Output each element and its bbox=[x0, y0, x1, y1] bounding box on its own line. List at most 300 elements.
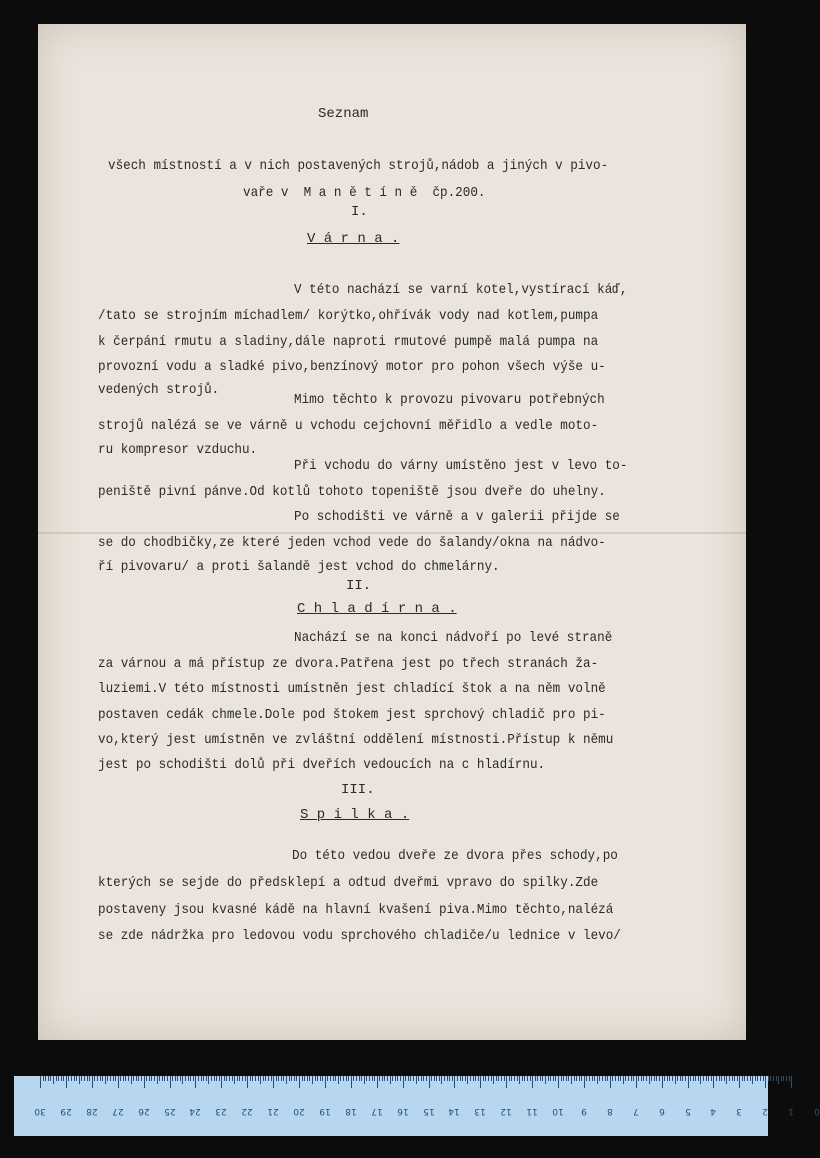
ruler-tick bbox=[63, 1076, 64, 1081]
ruler-tick bbox=[716, 1076, 717, 1081]
ruler-tick bbox=[485, 1076, 486, 1081]
ruler-tick bbox=[592, 1076, 593, 1081]
ruler-tick bbox=[496, 1076, 497, 1081]
ruler-tick bbox=[638, 1076, 639, 1081]
ruler-tick bbox=[68, 1076, 69, 1081]
ruler-tick bbox=[369, 1076, 370, 1081]
ruler-tick bbox=[605, 1076, 606, 1081]
ruler-tick bbox=[700, 1076, 701, 1084]
ruler-tick bbox=[563, 1076, 564, 1081]
text-line: Po schodišti ve várně a v galerii přijde se bbox=[294, 509, 620, 525]
ruler-tick bbox=[615, 1076, 616, 1081]
ruler-tick bbox=[40, 1076, 41, 1088]
ruler-tick bbox=[356, 1076, 357, 1081]
ruler-tick bbox=[364, 1076, 365, 1084]
ruler-number: 29 bbox=[60, 1106, 72, 1116]
ruler-tick bbox=[133, 1076, 134, 1081]
ruler-tick bbox=[711, 1076, 712, 1081]
ruler-tick bbox=[322, 1076, 323, 1081]
ruler-tick bbox=[43, 1076, 44, 1081]
ruler-tick bbox=[265, 1076, 266, 1081]
ruler-tick bbox=[558, 1076, 559, 1088]
ruler-tick bbox=[395, 1076, 396, 1081]
section-heading: C h l a d í r n a . bbox=[297, 601, 457, 617]
ruler-tick bbox=[58, 1076, 59, 1081]
ruler-tick bbox=[157, 1076, 158, 1084]
text-line: se zde nádržka pro ledovou vodu sprchového chladiče/u lednice v levo/ bbox=[98, 928, 621, 944]
ruler-tick bbox=[97, 1076, 98, 1081]
text-line: jest po schodišti dolů při dveřích vedoucích na c hladírnu. bbox=[98, 757, 546, 773]
ruler-tick bbox=[574, 1076, 575, 1081]
ruler-tick bbox=[656, 1076, 657, 1081]
ruler-tick bbox=[268, 1076, 269, 1081]
ruler-tick bbox=[506, 1076, 507, 1088]
ruler-tick bbox=[252, 1076, 253, 1081]
ruler-tick bbox=[361, 1076, 362, 1081]
ruler-tick bbox=[662, 1076, 663, 1088]
ruler-tick bbox=[384, 1076, 385, 1081]
ruler-tick bbox=[281, 1076, 282, 1081]
ruler-number: 24 bbox=[189, 1106, 202, 1116]
ruler-tick bbox=[770, 1076, 771, 1081]
ruler-tick bbox=[475, 1076, 476, 1081]
ruler-tick bbox=[631, 1076, 632, 1081]
doc-subtitle-line: všech místností a v nich postavených strojů,nádob a jiných v pivo- bbox=[108, 158, 609, 174]
ruler-tick bbox=[493, 1076, 494, 1084]
ruler-number: 21 bbox=[267, 1106, 279, 1116]
ruler-tick bbox=[682, 1076, 683, 1081]
ruler-number: 22 bbox=[241, 1106, 253, 1116]
ruler-tick bbox=[447, 1076, 448, 1081]
section-number: II. bbox=[346, 578, 372, 594]
ruler-tick bbox=[698, 1076, 699, 1081]
ruler-tick bbox=[467, 1076, 468, 1084]
ruler-tick bbox=[667, 1076, 668, 1081]
ruler-number: 15 bbox=[422, 1106, 435, 1116]
ruler-tick bbox=[366, 1076, 367, 1081]
ruler-tick bbox=[346, 1076, 347, 1081]
ruler-number: 3 bbox=[736, 1106, 743, 1116]
section-heading: S p i l k a . bbox=[300, 807, 410, 823]
ruler-tick bbox=[151, 1076, 152, 1081]
ruler-tick bbox=[66, 1076, 67, 1088]
ruler-number: 13 bbox=[474, 1106, 487, 1116]
ruler-tick bbox=[372, 1076, 373, 1081]
ruler-tick bbox=[232, 1076, 233, 1081]
ruler-tick bbox=[167, 1076, 168, 1081]
ruler-tick bbox=[589, 1076, 590, 1081]
ruler-tick bbox=[216, 1076, 217, 1081]
ruler-tick bbox=[276, 1076, 277, 1081]
ruler-tick bbox=[498, 1076, 499, 1081]
ruler-tick bbox=[162, 1076, 163, 1081]
doc-subtitle-line: vaře v M a n ě t í n ě čp.200. bbox=[243, 185, 486, 201]
ruler-tick bbox=[504, 1076, 505, 1081]
ruler-number: 8 bbox=[606, 1106, 613, 1116]
ruler-tick bbox=[524, 1076, 525, 1081]
ruler-tick bbox=[397, 1076, 398, 1081]
ruler-tick bbox=[643, 1076, 644, 1081]
ruler-tick bbox=[239, 1076, 240, 1081]
ruler-tick bbox=[457, 1076, 458, 1081]
ruler-tick bbox=[452, 1076, 453, 1081]
ruler-tick bbox=[786, 1076, 787, 1081]
ruler-tick bbox=[410, 1076, 411, 1081]
ruler-tick bbox=[348, 1076, 349, 1081]
ruler-tick bbox=[706, 1076, 707, 1081]
text-line: vo,který jest umístněn ve zvláštní oddělení místnosti.Přístup k němu bbox=[98, 732, 614, 748]
ruler-number: 26 bbox=[137, 1106, 150, 1116]
ruler-tick bbox=[211, 1076, 212, 1081]
ruler-tick bbox=[128, 1076, 129, 1081]
ruler-tick bbox=[429, 1076, 430, 1088]
ruler-tick bbox=[584, 1076, 585, 1088]
text-line: kterých se sejde do předsklepí a odtud dveřmi vpravo do spilky.Zde bbox=[98, 875, 599, 891]
ruler-number: 23 bbox=[215, 1106, 228, 1116]
text-line: ru kompresor vzduchu. bbox=[98, 442, 258, 458]
ruler-number: 28 bbox=[86, 1106, 98, 1116]
ruler-tick bbox=[294, 1076, 295, 1081]
ruler-tick bbox=[713, 1076, 714, 1088]
ruler-tick bbox=[460, 1076, 461, 1081]
ruler-tick bbox=[776, 1076, 777, 1081]
ruler-tick bbox=[258, 1076, 259, 1081]
ruler-tick bbox=[278, 1076, 279, 1081]
ruler-number: 0 bbox=[814, 1106, 820, 1116]
ruler-tick bbox=[649, 1076, 650, 1084]
ruler-tick bbox=[141, 1076, 142, 1081]
ruler-tick bbox=[307, 1076, 308, 1081]
ruler-tick bbox=[501, 1076, 502, 1081]
ruler-tick bbox=[146, 1076, 147, 1081]
ruler-tick bbox=[219, 1076, 220, 1081]
ruler-number: 1 bbox=[788, 1106, 794, 1116]
ruler-tick bbox=[423, 1076, 424, 1081]
ruler-tick bbox=[351, 1076, 352, 1088]
ruler-tick bbox=[708, 1076, 709, 1081]
ruler-tick bbox=[441, 1076, 442, 1084]
ruler-tick bbox=[136, 1076, 137, 1081]
ruler-tick bbox=[113, 1076, 114, 1081]
ruler-tick bbox=[390, 1076, 391, 1084]
ruler-number: 12 bbox=[500, 1106, 512, 1116]
ruler-tick bbox=[71, 1076, 72, 1081]
ruler-tick bbox=[260, 1076, 261, 1084]
ruler-tick bbox=[170, 1076, 171, 1088]
ruler-tick bbox=[555, 1076, 556, 1081]
ruler-tick bbox=[511, 1076, 512, 1081]
ruler-tick bbox=[719, 1076, 720, 1081]
ruler-tick bbox=[221, 1076, 222, 1088]
ruler-tick bbox=[56, 1076, 57, 1081]
ruler-tick bbox=[343, 1076, 344, 1081]
ruler-tick bbox=[542, 1076, 543, 1081]
ruler-tick bbox=[633, 1076, 634, 1081]
ruler-tick bbox=[340, 1076, 341, 1081]
ruler-tick bbox=[747, 1076, 748, 1081]
section-number: I. bbox=[351, 204, 368, 220]
ruler-tick bbox=[594, 1076, 595, 1081]
ruler-tick bbox=[478, 1076, 479, 1081]
ruler-tick bbox=[403, 1076, 404, 1088]
ruler-tick bbox=[789, 1076, 790, 1081]
ruler-tick bbox=[271, 1076, 272, 1081]
ruler-tick bbox=[302, 1076, 303, 1081]
ruler-tick bbox=[110, 1076, 111, 1081]
section-number: III. bbox=[341, 782, 375, 798]
ruler-tick bbox=[783, 1076, 784, 1081]
ruler-tick bbox=[247, 1076, 248, 1088]
ruler-tick bbox=[530, 1076, 531, 1081]
ruler-tick bbox=[561, 1076, 562, 1081]
ruler-tick bbox=[576, 1076, 577, 1081]
ruler-tick bbox=[118, 1076, 119, 1088]
ruler-tick bbox=[299, 1076, 300, 1088]
ruler-tick bbox=[359, 1076, 360, 1081]
ruler-tick bbox=[693, 1076, 694, 1081]
ruler-tick bbox=[680, 1076, 681, 1081]
ruler-tick bbox=[304, 1076, 305, 1081]
ruler-tick bbox=[61, 1076, 62, 1081]
ruler-tick bbox=[320, 1076, 321, 1081]
ruler-tick bbox=[377, 1076, 378, 1088]
ruler-tick bbox=[532, 1076, 533, 1088]
ruler-tick bbox=[517, 1076, 518, 1081]
ruler-tick bbox=[198, 1076, 199, 1081]
ruler-tick bbox=[190, 1076, 191, 1081]
ruler-tick bbox=[416, 1076, 417, 1084]
ruler-tick bbox=[48, 1076, 49, 1081]
ruler-tick bbox=[245, 1076, 246, 1081]
ruler-number: 11 bbox=[526, 1106, 538, 1116]
ruler-tick bbox=[765, 1076, 766, 1088]
ruler-tick bbox=[374, 1076, 375, 1081]
ruler-tick bbox=[89, 1076, 90, 1081]
ruler-tick bbox=[387, 1076, 388, 1081]
ruler-tick bbox=[131, 1076, 132, 1084]
ruler-tick bbox=[149, 1076, 150, 1081]
ruler-number: 6 bbox=[658, 1106, 665, 1116]
ruler-tick bbox=[755, 1076, 756, 1081]
ruler-number: 5 bbox=[684, 1106, 691, 1116]
ruler-tick bbox=[726, 1076, 727, 1084]
ruler-tick bbox=[579, 1076, 580, 1081]
ruler-tick bbox=[286, 1076, 287, 1084]
ruler-number: 9 bbox=[581, 1106, 587, 1116]
ruler-tick bbox=[462, 1076, 463, 1081]
ruler-tick bbox=[255, 1076, 256, 1081]
ruler-tick bbox=[675, 1076, 676, 1084]
ruler-tick bbox=[102, 1076, 103, 1081]
ruler-tick bbox=[405, 1076, 406, 1081]
ruler-tick bbox=[768, 1076, 769, 1081]
ruler-tick bbox=[664, 1076, 665, 1081]
ruler-tick bbox=[283, 1076, 284, 1081]
ruler-tick bbox=[654, 1076, 655, 1081]
ruler-tick bbox=[74, 1076, 75, 1081]
ruler-tick bbox=[739, 1076, 740, 1088]
ruler-tick bbox=[620, 1076, 621, 1081]
ruler-tick bbox=[229, 1076, 230, 1081]
ruler-tick bbox=[703, 1076, 704, 1081]
ruler-tick bbox=[527, 1076, 528, 1081]
ruler-tick bbox=[327, 1076, 328, 1081]
ruler-tick bbox=[94, 1076, 95, 1081]
text-line: se do chodbičky,ze které jeden vchod vede do šalandy/okna na nádvo- bbox=[98, 535, 606, 551]
ruler-tick bbox=[480, 1076, 481, 1088]
ruler-tick bbox=[330, 1076, 331, 1081]
ruler-tick bbox=[408, 1076, 409, 1081]
text-line: postaveny jsou kvasné kádě na hlavní kvašení piva.Mimo těchto,nalézá bbox=[98, 902, 614, 918]
text-line: za várnou a má přístup ze dvora.Patřena jest po třech stranách ža- bbox=[98, 656, 599, 672]
ruler-tick bbox=[760, 1076, 761, 1081]
ruler-tick bbox=[154, 1076, 155, 1081]
ruler-tick bbox=[296, 1076, 297, 1081]
ruler-tick bbox=[273, 1076, 274, 1088]
ruler-tick bbox=[164, 1076, 165, 1081]
ruler-number: 7 bbox=[632, 1106, 639, 1116]
ruler-tick bbox=[315, 1076, 316, 1081]
ruler-tick bbox=[353, 1076, 354, 1081]
ruler-tick bbox=[669, 1076, 670, 1081]
ruler-tick bbox=[688, 1076, 689, 1088]
ruler-number: 18 bbox=[345, 1106, 357, 1116]
ruler-number: 30 bbox=[34, 1106, 46, 1116]
ruler-tick bbox=[120, 1076, 121, 1081]
ruler-number: 19 bbox=[319, 1106, 331, 1116]
ruler-tick bbox=[138, 1076, 139, 1081]
ruler-tick bbox=[610, 1076, 611, 1088]
ruler-number: 27 bbox=[111, 1106, 124, 1116]
ruler-tick bbox=[92, 1076, 93, 1088]
ruler-number: 20 bbox=[293, 1106, 305, 1116]
measuring-ruler bbox=[14, 1076, 820, 1136]
ruler-tick bbox=[291, 1076, 292, 1081]
ruler-tick bbox=[491, 1076, 492, 1081]
ruler-tick bbox=[87, 1076, 88, 1081]
ruler-tick bbox=[208, 1076, 209, 1084]
ruler-tick bbox=[81, 1076, 82, 1081]
ruler-tick bbox=[382, 1076, 383, 1081]
ruler-tick bbox=[628, 1076, 629, 1081]
ruler-tick bbox=[568, 1076, 569, 1081]
ruler-tick bbox=[465, 1076, 466, 1081]
ruler-tick bbox=[599, 1076, 600, 1081]
ruler-tick bbox=[618, 1076, 619, 1081]
ruler-tick bbox=[76, 1076, 77, 1081]
ruler-tick bbox=[763, 1076, 764, 1081]
ruler-tick bbox=[206, 1076, 207, 1081]
ruler-tick bbox=[519, 1076, 520, 1084]
ruler-tick bbox=[488, 1076, 489, 1081]
ruler-tick bbox=[107, 1076, 108, 1081]
ruler-tick bbox=[379, 1076, 380, 1081]
ruler-tick bbox=[193, 1076, 194, 1081]
ruler-tick bbox=[737, 1076, 738, 1081]
ruler-tick bbox=[250, 1076, 251, 1081]
ruler-tick bbox=[263, 1076, 264, 1081]
ruler-tick bbox=[214, 1076, 215, 1081]
ruler-tick bbox=[641, 1076, 642, 1081]
ruler-tick bbox=[566, 1076, 567, 1081]
ruler-tick bbox=[123, 1076, 124, 1081]
ruler-tick bbox=[672, 1076, 673, 1081]
ruler-tick bbox=[125, 1076, 126, 1081]
text-line: Mimo těchto k provozu pivovaru potřebných bbox=[294, 392, 605, 408]
ruler-tick bbox=[514, 1076, 515, 1081]
text-line: luziemi.V této místnosti umístněn jest chladící štok a na něm volně bbox=[98, 681, 606, 697]
ruler-number: 4 bbox=[710, 1106, 717, 1116]
ruler-tick bbox=[180, 1076, 181, 1081]
ruler-tick bbox=[172, 1076, 173, 1081]
ruler-tick bbox=[413, 1076, 414, 1081]
ruler-tick bbox=[732, 1076, 733, 1081]
ruler-tick bbox=[540, 1076, 541, 1081]
text-line: Do této vedou dveře ze dvora přes schody,po bbox=[292, 848, 618, 864]
ruler-tick bbox=[483, 1076, 484, 1081]
ruler-tick bbox=[602, 1076, 603, 1081]
ruler-tick bbox=[50, 1076, 51, 1081]
ruler-tick bbox=[581, 1076, 582, 1081]
ruler-tick bbox=[312, 1076, 313, 1084]
ruler-tick bbox=[781, 1076, 782, 1081]
ruler-tick bbox=[333, 1076, 334, 1081]
ruler-tick bbox=[84, 1076, 85, 1081]
ruler-tick bbox=[431, 1076, 432, 1081]
ruler-tick bbox=[182, 1076, 183, 1084]
text-line: strojů nalézá se ve várně u vchodu cejchovní měřidlo a vedle moto- bbox=[98, 418, 599, 434]
ruler-tick bbox=[646, 1076, 647, 1081]
ruler-tick bbox=[721, 1076, 722, 1081]
ruler-tick bbox=[224, 1076, 225, 1081]
ruler-tick bbox=[335, 1076, 336, 1081]
ruler-tick bbox=[105, 1076, 106, 1084]
document-sheet bbox=[38, 24, 746, 1040]
ruler-tick bbox=[434, 1076, 435, 1081]
ruler-tick bbox=[439, 1076, 440, 1081]
ruler-tick bbox=[752, 1076, 753, 1084]
ruler-number: 16 bbox=[396, 1106, 409, 1116]
ruler-tick bbox=[100, 1076, 101, 1081]
ruler-number: 17 bbox=[370, 1106, 383, 1116]
ruler-tick bbox=[742, 1076, 743, 1081]
ruler-tick bbox=[597, 1076, 598, 1084]
ruler-tick bbox=[470, 1076, 471, 1081]
ruler-tick bbox=[535, 1076, 536, 1081]
ruler-tick bbox=[623, 1076, 624, 1084]
ruler-tick bbox=[454, 1076, 455, 1088]
text-line: /tato se strojním míchadlem/ korýtko,ohřívák vody nad kotlem,pumpa bbox=[98, 308, 599, 324]
ruler-tick bbox=[325, 1076, 326, 1088]
ruler-tick bbox=[144, 1076, 145, 1088]
text-line: ří pivovaru/ a proti šalandě jest vchod do chmelárny. bbox=[98, 559, 500, 575]
ruler-tick bbox=[791, 1076, 792, 1088]
ruler-tick bbox=[750, 1076, 751, 1081]
ruler-tick bbox=[177, 1076, 178, 1081]
ruler-tick bbox=[473, 1076, 474, 1081]
ruler-tick bbox=[289, 1076, 290, 1081]
text-line: vedených strojů. bbox=[98, 382, 220, 398]
text-line: V této nachází se varní kotel,vystírací káď, bbox=[294, 282, 628, 298]
ruler-tick bbox=[115, 1076, 116, 1081]
ruler-number: 2 bbox=[762, 1106, 769, 1116]
ruler-tick bbox=[778, 1076, 779, 1084]
ruler-tick bbox=[418, 1076, 419, 1081]
text-line: Nachází se na konci nádvoří po levé straně bbox=[294, 630, 613, 646]
text-line: provozní vodu a sladké pivo,benzínový motor pro pohon všech výše u- bbox=[98, 359, 606, 375]
ruler-number: 25 bbox=[163, 1106, 176, 1116]
ruler-tick bbox=[757, 1076, 758, 1081]
